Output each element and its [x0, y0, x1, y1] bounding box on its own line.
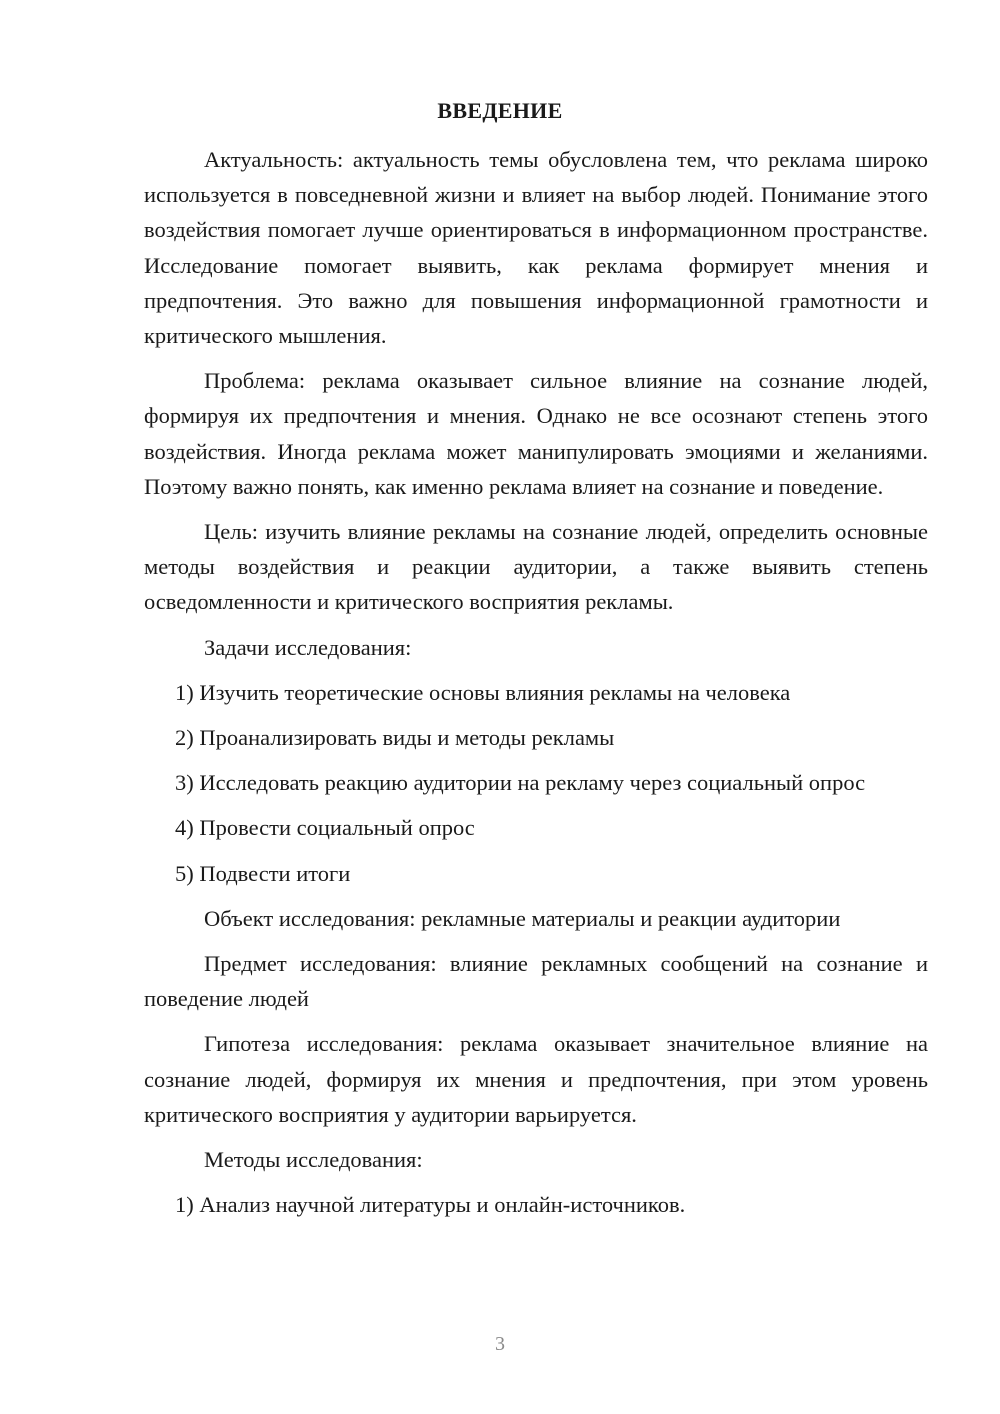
document-body [144, 142, 928, 1232]
paragraph-relevance: Актуальность: актуальность темы обусловлена тем, что реклама широко используется в повседневной жизни и влияет на выбор людей. Понимание этого воздействия помогает лучше ориентироваться в информационном пространстве. Исследование помогает выявить, как реклама формирует мнения и предпочтения. Это важно для повышения информационной грамотности и критического мышления. [144, 147, 928, 349]
page-title: ВВЕДЕНИЕ [437, 98, 563, 123]
task-item-4: 4) Провести социальный опрос [175, 815, 475, 841]
paragraph-subject: Предмет исследования: влияние рекламных сообщений на сознание и поведение людей [144, 951, 928, 1012]
task-item-2: 2) Проанализировать виды и методы рекламы [175, 725, 615, 751]
paragraph-problem: Проблема: реклама оказывает сильное влияние на сознание людей, формируя их предпочтения и мнения. Однако не все осознают степень этого воздействия. Иногда реклама может манипулировать эмоциями и желаниями. Поэтому важно понять, как именно реклама влияет на сознание и поведение. [144, 368, 928, 499]
task-item-5: 5) Подвести итоги [175, 860, 351, 886]
task-item-1: 1) Изучить теоретические основы влияния рекламы на человека [175, 679, 791, 705]
method-item-1: 1) Анализ научной литературы и онлайн-источников. [175, 1192, 686, 1218]
tasks-heading: Задачи исследования: [204, 634, 412, 660]
paragraph-object: Объект исследования: рекламные материалы и реакции аудитории [204, 905, 841, 931]
paragraph-hypothesis: Гипотеза исследования: реклама оказывает значительное влияние на сознание людей, формируя их мнения и предпочтения, при этом уровень критического восприятия у аудитории варьируется. [144, 1031, 928, 1127]
paragraph-goal: Цель: изучить влияние рекламы на сознание людей, определить основные методы воздействия и реакции аудитории, а также выявить степень осведомленности и критического восприятия рекламы. [144, 519, 928, 615]
task-item-3: 3) Исследовать реакцию аудитории на рекламу через социальный опрос [175, 770, 866, 796]
page-number: 3 [495, 1333, 505, 1355]
methods-heading: Методы исследования: [204, 1147, 423, 1173]
